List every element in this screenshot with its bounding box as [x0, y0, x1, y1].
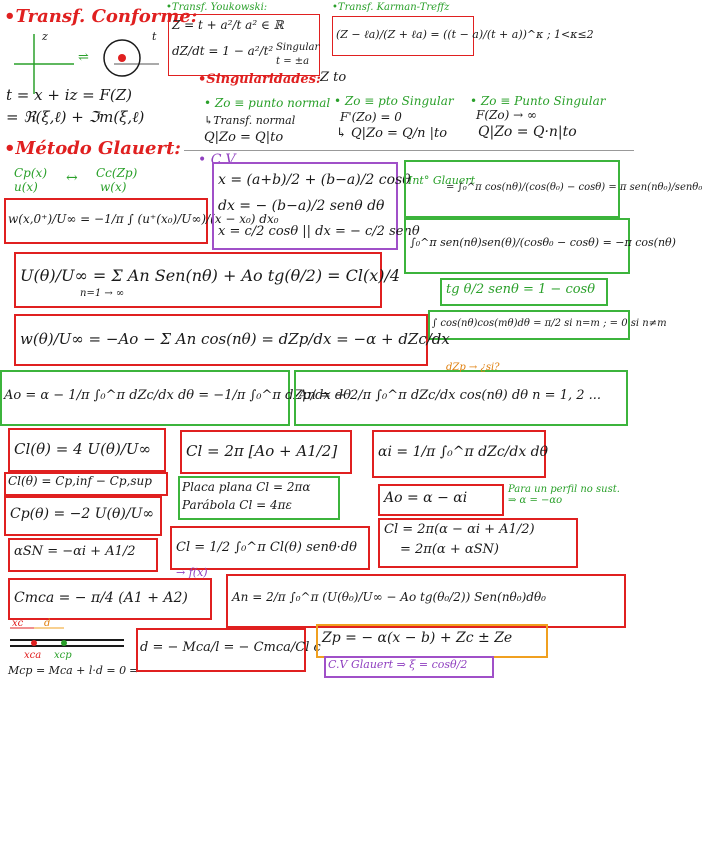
w-x-label: w(x): [100, 180, 127, 194]
zp-eq: Zp = − α(x − b) + Zc ± Ze: [322, 630, 513, 646]
u-series-eq: U(θ)/U∞ = Σ An Sen(nθ) + Ao tg(θ/2) = Cl(x)/4: [20, 266, 401, 285]
cl-alpha-eq: Cl = 2π(α − αi + A1/2): [384, 522, 535, 537]
cos-orthogonality-eq: ∫ cos(nθ)cos(mθ)dθ = π/2 si n=m ; = 0 si n≠m: [432, 318, 667, 329]
an-full-eq: An = 2/π ∫₀^π (U(θ₀)/U∞ − Ao tg(θ₀/2)) Sen(nθ₀)dθ₀: [232, 590, 546, 604]
singular-value: t = ±a: [276, 56, 310, 67]
glauert-integral-eq: = ∫₀^π cos(nθ)/(cos(θ₀) − cosθ) = π sen(nθ₀)/senθ₀: [446, 182, 702, 193]
xca-label: xca: [24, 650, 42, 661]
section-divider: [184, 150, 634, 151]
cv-line-2: dx = − (b−a)/2 senθ dθ: [218, 198, 385, 214]
d-eq: d = − Mca/l = − Cmca/Cl c: [140, 640, 321, 655]
cl-total-eq: Cl = 2π [Ao + A1/2]: [186, 442, 338, 460]
cv-line-3: x = c/2 cosθ || dx = − c/2 senθ: [218, 224, 420, 239]
ao-alpha-eq: Ao = α − αi: [384, 490, 468, 506]
d-label: d: [44, 618, 51, 629]
cc-zp-label: Cc(Zp): [96, 166, 138, 180]
mapping-arrow: ⇌: [78, 50, 89, 65]
perfil-note: Para un perfil no sust. ⇒ α = −αo: [508, 484, 620, 506]
cp-x-label: Cp(x): [14, 166, 47, 180]
glauert-arrow: ↔: [66, 170, 78, 186]
cp-theta-eq: Cp(θ) = −2 U(θ)/U∞: [10, 506, 155, 522]
sing-normal-1: • Zo ≡ punto normal: [204, 96, 331, 110]
u-x-label: u(x): [14, 180, 38, 194]
header-youkowski: •Transf. Youkowski:: [166, 2, 268, 13]
xcp-label: xcp: [54, 650, 72, 661]
cv-line-1: x = (a+b)/2 + (b−a)/2 cosθ: [218, 172, 411, 188]
u-series-limits: n=1 → ∞: [80, 288, 125, 299]
tg-identity-eq: tg θ/2 senθ = 1 − cosθ: [446, 282, 596, 297]
youkowski-eq1: Z = t + a²/t a² ∈ ℝ: [172, 18, 284, 32]
singular-label: Singular: [276, 42, 320, 53]
z-plane-label: z: [42, 30, 48, 43]
sing-normal-3: Q|Zo = Q|to: [204, 130, 284, 145]
header-singularidades: •Singularidades:: [198, 72, 321, 87]
header-metodo-glauert: •Método Glauert:: [4, 138, 181, 159]
t-plane-label: t: [152, 30, 157, 43]
w-series-eq: w(θ)/U∞ = −Ao − Σ An cos(nθ) = dZp/dx = −α + dZc/dx: [20, 330, 450, 348]
sing-pto-2: F'(Zo) = 0: [340, 110, 402, 124]
f-x-note: → f(x): [176, 566, 208, 579]
w-integral-eq: w(x,0⁺)/U∞ = −1/π ∫ (u⁺(x₀)/U∞)/(x − x₀) dx₀: [8, 212, 279, 226]
re-im-equation: = ℜ(ξ,ℓ) + ℑm(ξ,ℓ): [6, 108, 145, 126]
cl-theta2-eq: Cl(θ) = Cp,inf − Cp,sup: [8, 474, 152, 488]
youkowski-eq2: dZ/dt = 1 − a²/t²: [172, 44, 274, 58]
z-to-label: Z to: [320, 70, 347, 85]
header-karman: •Transf. Karman-Treffz: [332, 2, 450, 13]
dzp-note: dZp → ¿si?: [446, 362, 500, 373]
cv-label: • C.V: [198, 152, 236, 168]
cl-theta-eq: Cl(θ) = 4 U(θ)/U∞: [14, 440, 151, 458]
karman-eq: (Z − ℓa)/(Z + ℓa) = ((t − a)/(t + a))^κ ; 1<κ≤2: [336, 28, 594, 41]
sing-pto-3: ↳ Q|Zo = Q/n |to: [336, 126, 448, 141]
sing-punto-1: • Zo ≡ Punto Singular: [470, 94, 606, 108]
xc-label: xc: [12, 618, 24, 629]
sing-pto-1: • Zo ≡ pto Singular: [334, 94, 454, 108]
header-transf-conforme: •Transf. Conforme:: [4, 6, 198, 27]
an-eq: An = − 2/π ∫₀^π dZc/dx cos(nθ) dθ n = 1, 2 ...: [298, 388, 602, 403]
sing-punto-3: Q|Zo = Q·n|to: [478, 124, 577, 140]
cl-alpha2-eq: = 2π(α + αSN): [400, 542, 499, 557]
alpha-sn-eq: αSN = −αi + A1/2: [14, 544, 136, 559]
placa-plana-eq: Placa plana Cl = 2πα: [182, 480, 311, 494]
cv-glauert-eq: C.V Glauert ⇒ ξ = cosθ/2: [328, 658, 468, 671]
cmca-eq: Cmca = − π/4 (A1 + A2): [14, 590, 188, 606]
t-equation: t = x + iz = F(Z): [6, 86, 133, 104]
alpha-i-eq: αi = 1/π ∫₀^π dZc/dx dθ: [378, 444, 549, 460]
glauert-integral-label: Int° Glauert: [408, 174, 475, 187]
sing-punto-2: F(Zo) → ∞: [476, 108, 537, 122]
sen-integral-eq: ∫₀^π sen(nθ)sen(θ)/(cosθ₀ − cosθ) = −π cos(nθ): [410, 236, 676, 249]
cl-integral-eq: Cl = 1/2 ∫₀^π Cl(θ) senθ·dθ: [176, 540, 357, 555]
ao-eq: Ao = α − 1/π ∫₀^π dZc/dx dθ = −1/π ∫₀^π dZp/dx dθ: [4, 388, 352, 403]
parabola-eq: Parábola Cl = 4πε: [182, 498, 292, 512]
sing-normal-2: ↳Transf. normal: [204, 114, 296, 127]
mcp-equation: Mcp = Mca + l·d = 0 ⇒: [8, 664, 139, 677]
